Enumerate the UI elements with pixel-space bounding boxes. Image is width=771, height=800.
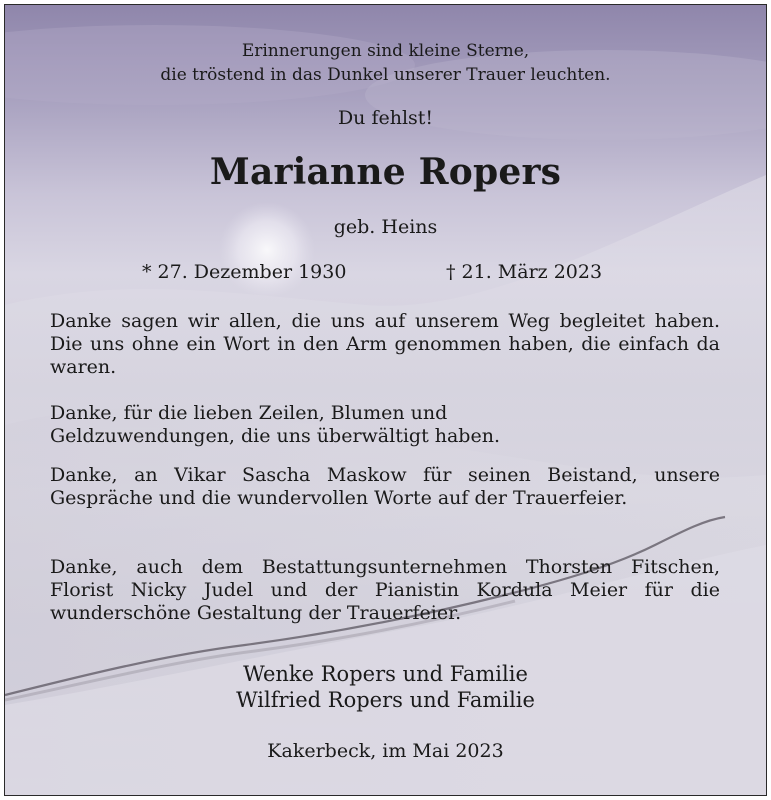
signer-2: Wilfried Ropers und Familie xyxy=(236,688,535,712)
thanks-paragraph-4: Danke, auch dem Bestattungsunternehmen Thorsten Fitschen, Florist Nicky Judel und der Pianistin Kordula Meier für die wunderschöne Gestaltung der Trauerfeier. xyxy=(50,556,720,624)
signers xyxy=(5,661,766,713)
death-date: † 21. März 2023 xyxy=(446,261,603,283)
quote-line-2: die tröstend in das Dunkel unserer Trauer leuchten. xyxy=(160,65,611,85)
deceased-name: Marianne Ropers xyxy=(209,151,562,193)
obituary-card xyxy=(4,4,767,796)
thanks-paragraph-3: Danke, an Vikar Sascha Maskow für seinen Beistand, unsere Gespräche und die wundervollen Worte auf der Trauerfeier. xyxy=(50,464,720,509)
quote-line-1: Erinnerungen sind kleine Sterne, xyxy=(241,41,530,61)
thanks-paragraph-2: Danke, für die lieben Zeilen, Blumen und Geldzuwendungen, die uns überwältigt haben. xyxy=(50,402,500,447)
miss-line: Du fehlst! xyxy=(337,107,434,129)
maiden-name: geb. Heins xyxy=(333,216,438,238)
thanks-paragraph-1: Danke sagen wir allen, die uns auf unserem Weg begleitet haben. Die uns ohne ein Wort in den Arm genommen haben, die einfach da waren. xyxy=(50,310,720,378)
notice-text-area xyxy=(5,5,766,795)
birth-date: * 27. Dezember 1930 xyxy=(142,261,347,283)
place-and-date: Kakerbeck, im Mai 2023 xyxy=(267,740,504,762)
signer-1: Wenke Ropers und Familie xyxy=(243,662,528,686)
memorial-quote xyxy=(5,39,766,87)
